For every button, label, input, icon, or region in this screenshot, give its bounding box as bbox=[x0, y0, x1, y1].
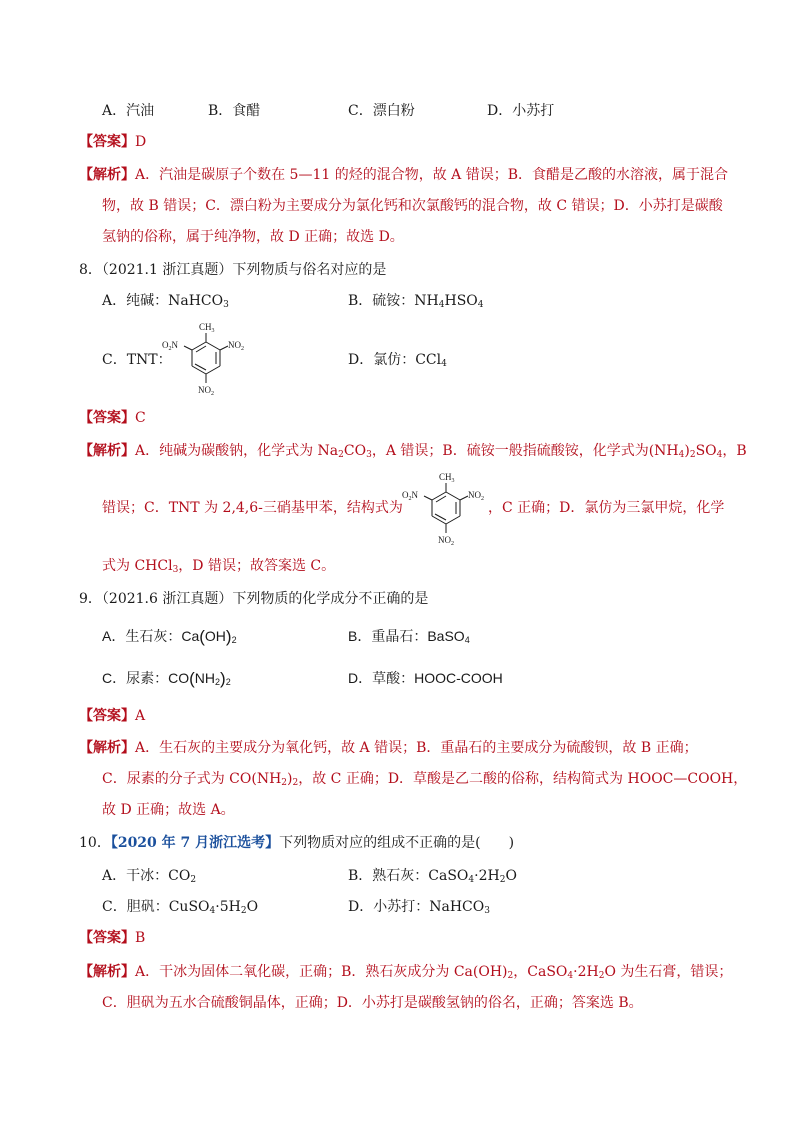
nitro-label-right: $NO_2$ bbox=[228, 340, 244, 352]
q7-explanation-line3: 氢钠的俗称，属于纯净物，故 D 正确；故选 D。 bbox=[102, 229, 404, 245]
q8-option-b: B．硫铵：$NH_4HSO_4$ bbox=[348, 293, 484, 310]
q10-option-c: C．胆矾：$CuSO_4\cdot 5H_2O$ bbox=[102, 899, 259, 916]
bond bbox=[446, 516, 460, 524]
answer-value: A bbox=[135, 708, 146, 724]
question-source: 【2020 年 7 月浙江选考】 bbox=[110, 835, 280, 851]
answer-value: C bbox=[135, 410, 146, 426]
question-number: 10． bbox=[79, 835, 111, 851]
bond bbox=[432, 516, 446, 524]
q10-answer bbox=[79, 928, 145, 948]
answer-value: B bbox=[135, 930, 146, 946]
nitro-label-bottom: $NO_2$ bbox=[438, 535, 454, 547]
tnt-structure-inline-diagram bbox=[400, 470, 490, 548]
q10-explanation-line1: 【解析】A．干冰为固体二氧化碳，正确；B．熟石灰成分为 $Ca(OH)_2$，$CaSO_4\cdot 2H_2O$ 为生石膏，错误； bbox=[79, 964, 733, 981]
q7-option-a: A．汽油 bbox=[102, 103, 155, 119]
nitro-label-right: $NO_2$ bbox=[468, 490, 484, 502]
q8-explanation-line2a: 错误；C．TNT 为 2,4,6-三硝基甲苯，结构式为 bbox=[102, 500, 403, 516]
question-text: 下列物质的化学成分不正确的是 bbox=[232, 591, 429, 607]
q9-option-b: B．重晶石：BaSO$_4$ bbox=[348, 628, 470, 645]
explanation-tag: 【解析】 bbox=[79, 443, 135, 459]
q9-answer bbox=[79, 706, 145, 726]
bond bbox=[206, 342, 220, 350]
q8-option-d: D．氯仿：CCl$_4$ bbox=[348, 352, 447, 369]
bond bbox=[206, 366, 220, 374]
bond bbox=[424, 496, 432, 500]
bond bbox=[192, 366, 206, 374]
q7-explanation-line1 bbox=[79, 165, 728, 185]
q9-option-a: A．生石灰：$Ca(OH)_2$ bbox=[102, 627, 237, 646]
q7-option-d: D．小苏打 bbox=[487, 103, 555, 119]
bond bbox=[220, 346, 228, 350]
bond bbox=[446, 492, 460, 500]
q10-explanation-line2: C．胆矾为五水合硫酸铜晶体，正确；D．小苏打是碳酸氢钠的俗名，正确；答案选 B。 bbox=[102, 995, 643, 1011]
q9-stem bbox=[79, 589, 428, 609]
question-source: （2021.1 浙江真题） bbox=[101, 262, 233, 278]
nitro-label-bottom: $NO_2$ bbox=[198, 385, 214, 397]
q8-explanation-line1: 【解析】A．纯碱为碳酸钠，化学式为 $Na_2CO_3$，A 错误；B．硫铵一般指硫酸铵，化学式为$(NH_4)_2SO_4$，B bbox=[79, 443, 747, 460]
q8-explanation-line3: 式为 CHCl$_3$，D 错误；故答案选 C。 bbox=[102, 558, 336, 575]
nitro-label-left: $O_2N$ bbox=[402, 490, 418, 502]
q10-stem bbox=[79, 833, 514, 853]
question-text: 下列物质与俗名对应的是 bbox=[232, 262, 387, 278]
q10-option-b: B．熟石灰：$CaSO_4\cdot 2H_2O$ bbox=[348, 868, 517, 885]
nitro-label-left: $O_2N$ bbox=[162, 340, 178, 352]
bond bbox=[460, 496, 468, 500]
answer-tag: 【答案】 bbox=[79, 708, 135, 724]
explanation-tag: 【解析】 bbox=[79, 740, 135, 756]
bond bbox=[192, 342, 206, 350]
q10-option-a: A．干冰：$CO_2$ bbox=[102, 868, 197, 885]
q8-stem bbox=[79, 260, 386, 280]
methyl-label: $CH_3$ bbox=[199, 322, 215, 334]
q7-option-c: C．漂白粉 bbox=[348, 103, 415, 119]
answer-value: D bbox=[135, 134, 147, 150]
q9-option-c: C．尿素：$CO(NH_2)_2$ bbox=[102, 669, 231, 688]
explanation-text: A．汽油是碳原子个数在 5—11 的烃的混合物，故 A 错误；B．食醋是乙酸的水溶液，属于混合 bbox=[135, 167, 729, 183]
question-source: （2021.6 浙江真题） bbox=[101, 591, 233, 607]
q9-explanation-line3: 故 D 正确；故选 A。 bbox=[102, 802, 235, 818]
q8-answer bbox=[79, 408, 146, 428]
question-text: 下列物质对应的组成不正确的是( ) bbox=[279, 835, 515, 851]
q8-option-c: C．TNT： bbox=[102, 352, 172, 368]
question-number: 8． bbox=[79, 262, 102, 278]
q7-explanation-line2: 物，故 B 错误；C．漂白粉为主要成分为氯化钙和次氯酸钙的混合物，故 C 错误；D．小苏打是碳酸 bbox=[102, 198, 723, 214]
answer-tag: 【答案】 bbox=[79, 930, 135, 946]
q10-option-d: D．小苏打：NaHCO$_3$ bbox=[348, 899, 490, 916]
tnt-structure-diagram bbox=[160, 320, 250, 398]
bond bbox=[432, 492, 446, 500]
explanation-tag: 【解析】 bbox=[79, 167, 135, 183]
explanation-tag: 【解析】 bbox=[79, 964, 135, 980]
q9-explanation-line1: 【解析】A．生石灰的主要成分为氧化钙，故 A 错误；B．重晶石的主要成分为硫酸钡，故 B 正确； bbox=[79, 740, 698, 756]
q8-option-a: A．纯碱：NaHCO$_3$ bbox=[102, 293, 229, 310]
question-number: 9． bbox=[79, 591, 102, 607]
answer-tag: 【答案】 bbox=[79, 134, 135, 150]
q8-explanation-line2b: ，C 正确；D．氯仿为三氯甲烷，化学 bbox=[488, 500, 725, 516]
bond bbox=[184, 346, 192, 350]
q9-option-d: D．草酸：HOOC-COOH bbox=[348, 670, 503, 686]
q7-option-b: B．食醋 bbox=[208, 103, 261, 119]
methyl-label: $CH_3$ bbox=[439, 472, 455, 484]
q7-answer bbox=[79, 132, 146, 152]
answer-tag: 【答案】 bbox=[79, 410, 135, 426]
q9-explanation-line2: C．尿素的分子式为 $CO(NH_2)_2$，故 C 正确；D．草酸是乙二酸的俗称，结构简式为 HOOC—COOH， bbox=[102, 771, 748, 788]
